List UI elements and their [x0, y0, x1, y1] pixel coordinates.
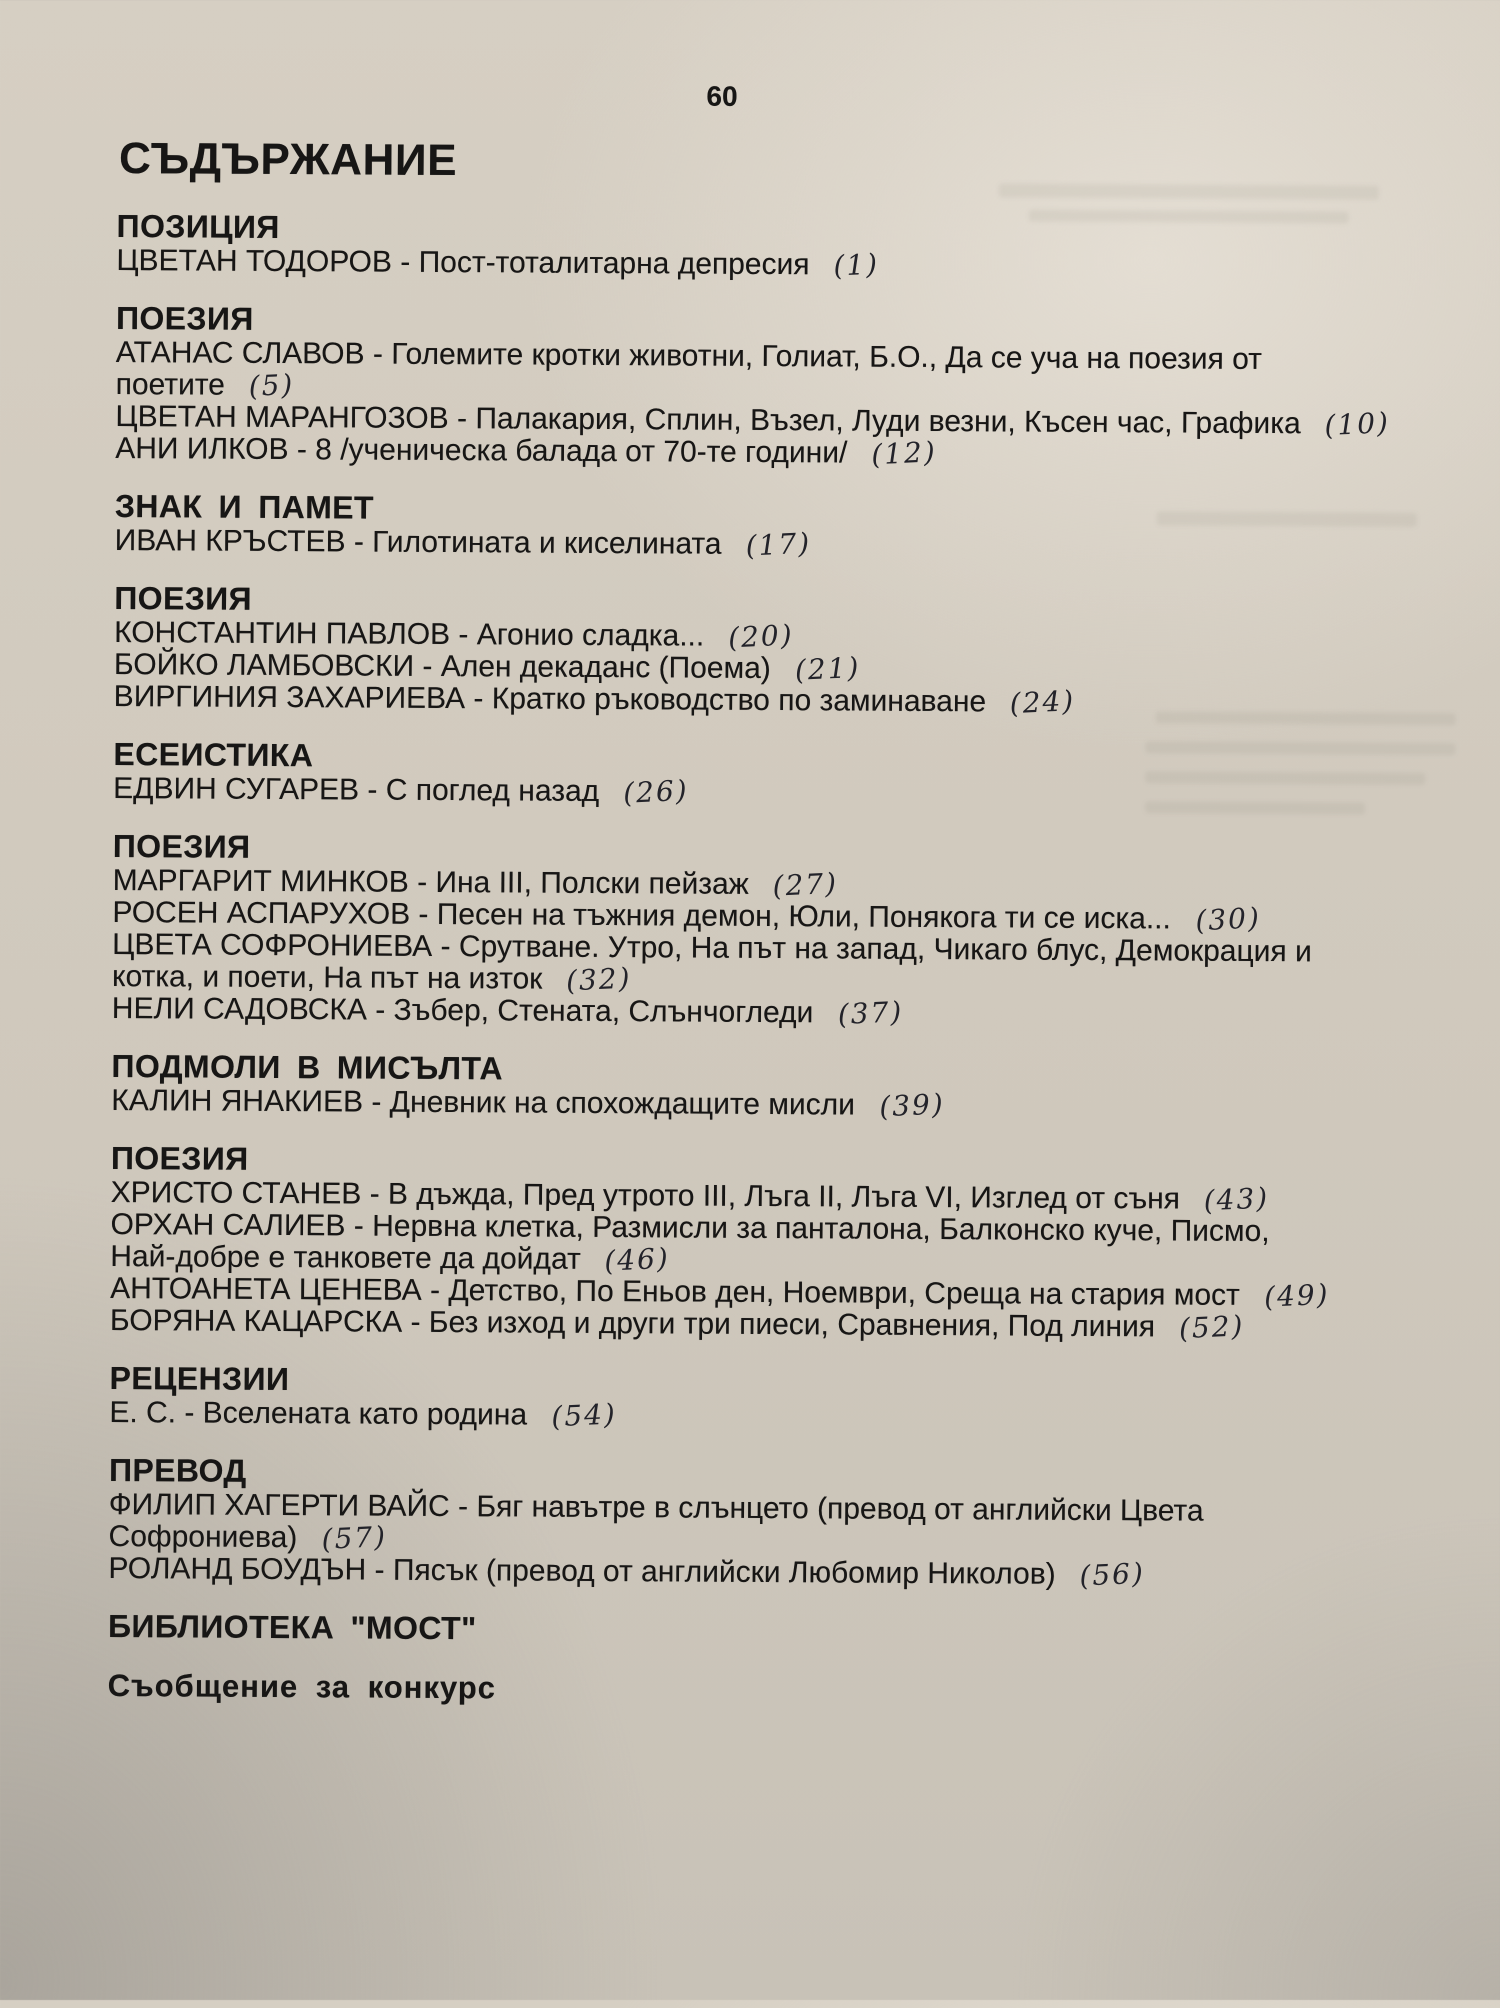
toc-section — [109, 1359, 1449, 1437]
entry-author: ЦВЕТА СОФРОНИЕВА — [112, 927, 433, 963]
handwritten-page-number: (5) — [248, 367, 296, 403]
toc-entry — [109, 1489, 1449, 1561]
handwritten-page-number: (27) — [772, 866, 839, 903]
entry-title: - Нервна клетка, Размисли за панталона, Балконско куче, Писмо, — [353, 1209, 1270, 1249]
toc-entry — [113, 773, 1453, 813]
entry-title-continued: Софрониева) — [108, 1519, 298, 1555]
handwritten-page-number: (20) — [727, 618, 795, 655]
entry-title: - Ина III, Полски пейзаж — [417, 865, 749, 901]
entry-title: - Ален декаданс (Поема) — [422, 649, 771, 686]
handwritten-page-number: (57) — [320, 1519, 388, 1556]
entry-author: АНТОАНЕТА ЦЕНЕВА — [110, 1271, 422, 1307]
entry-line — [111, 1085, 1451, 1125]
page-title: СЪДЪРЖАНИЕ — [118, 134, 458, 186]
entry-line — [112, 993, 1452, 1033]
entry-title: - Агонио сладка... — [458, 618, 705, 653]
entry-title: - Бяг навътре в слънцето (превод от английски Цвета — [457, 1490, 1204, 1528]
entry-author: РОЛАНД БОУДЪН — [108, 1551, 367, 1587]
handwritten-page-number: (1) — [832, 247, 880, 283]
entry-author: ФИЛИП ХАГЕРТИ ВАЙС — [108, 1487, 450, 1524]
entry-line — [108, 1553, 1448, 1593]
toc-section — [116, 207, 1456, 285]
toc-entry — [112, 929, 1452, 1001]
entry-title: - Кратко ръководство по заминаване — [473, 682, 987, 719]
entry-author: АТАНАС СЛАВОВ — [115, 335, 365, 371]
entry-author: ЦВЕТАН МАРАНГОЗОВ — [115, 399, 449, 436]
section-heading: ЗНАК И ПАМЕТ — [114, 487, 375, 526]
entry-title: - Зъбер, Стената, Слънчогледи — [375, 993, 814, 1030]
entry-author: ОРХАН САЛИЕВ — [110, 1207, 346, 1243]
toc-entry — [116, 337, 1456, 409]
toc-entry — [115, 525, 1455, 565]
entry-title: - Пост-тоталитарна депресия — [400, 245, 810, 282]
entry-author: Е. С. — [109, 1395, 177, 1430]
entry-author: БОРЯНА КАЦАРСКА — [109, 1303, 403, 1339]
entry-title: - Големите кротки животни, Голиат, Б.О., Да се уча на поезия от — [372, 337, 1263, 376]
entry-title: - Пясък (превод от английски Любомир Николов) — [374, 1553, 1056, 1591]
toc-section — [115, 299, 1456, 473]
toc-section — [115, 487, 1455, 565]
section-heading: ПОЕЗИЯ — [112, 827, 251, 865]
handwritten-page-number: (21) — [794, 650, 862, 687]
handwritten-page-number: (56) — [1078, 1556, 1146, 1593]
entry-author: ХРИСТО СТАНЕВ — [110, 1175, 362, 1211]
entry-line — [115, 525, 1455, 565]
section-heading: РЕЦЕНЗИИ — [109, 1359, 290, 1398]
toc-entry — [109, 1397, 1449, 1437]
entry-author: МАРГАРИТ МИНКОВ — [112, 863, 409, 899]
entry-title: - Без изход и други три пиеси, Сравнения, Под линия — [410, 1305, 1156, 1344]
handwritten-page-number: (10) — [1323, 406, 1391, 443]
entry-title: - Гилотината и киселината — [353, 525, 722, 561]
entry-title: - В дъжда, Пред утрото III, Лъга II, Лъга VI, Изглед от съня — [369, 1177, 1181, 1216]
entry-title-continued: котка, и поети, На път на изток — [111, 959, 543, 996]
entry-author: ВИРГИНИЯ ЗАХАРИЕВА — [113, 679, 466, 716]
entry-title: - Детство, По Еньов ден, Ноември, Среща на стария мост — [429, 1273, 1240, 1312]
entry-title: - Дневник на спохождащите мисли — [371, 1085, 856, 1122]
entry-title-continued: поетите — [115, 367, 225, 402]
toc-section — [110, 1139, 1451, 1345]
toc-entry — [114, 681, 1454, 721]
entry-title: - С поглед назад — [367, 773, 600, 808]
toc-entry — [110, 1209, 1450, 1281]
entry-line — [113, 773, 1453, 813]
handwritten-page-number: (24) — [1009, 684, 1077, 721]
contest-notice: Съобщение за конкурс — [107, 1667, 497, 1706]
handwritten-page-number: (37) — [836, 995, 904, 1032]
entry-title-continued: Най-добре е танковете да дойдат — [110, 1239, 581, 1276]
toc-entry — [112, 993, 1452, 1033]
section-heading: ПРЕВОД — [108, 1451, 247, 1489]
section-heading: ПОЕЗИЯ — [114, 579, 253, 617]
entry-author: НЕЛИ САДОВСКА — [111, 991, 368, 1027]
show-through-ghost — [999, 183, 1379, 199]
toc-entry — [108, 1553, 1448, 1593]
entry-author: АНИ ИЛКОВ — [115, 431, 289, 467]
page-number: 60 — [706, 80, 738, 112]
entry-title: - Палакария, Сплин, Възел, Луди везни, Късен час, Графика — [456, 402, 1301, 441]
section-heading: БИБЛИОТЕКА "МОСТ" — [107, 1607, 477, 1647]
handwritten-page-number: (30) — [1194, 901, 1262, 938]
toc-entry — [116, 245, 1456, 285]
handwritten-page-number: (32) — [565, 961, 633, 998]
entry-author: ЦВЕТАН ТОДОРОВ — [116, 243, 393, 279]
toc-section — [108, 1607, 1448, 1653]
toc-section — [112, 827, 1453, 1033]
handwritten-page-number: (43) — [1203, 1181, 1271, 1218]
entry-title: - Срутване. Утро, На път на запад, Чикаго блус, Демокрация и — [440, 929, 1312, 969]
toc-section — [108, 1451, 1449, 1593]
entry-line — [116, 245, 1456, 285]
entry-author: РОСЕН АСПАРУХОВ — [112, 895, 411, 931]
entry-author: КОНСТАНТИН ПАВЛОВ — [114, 615, 451, 652]
section-heading: ЕСЕИСТИКА — [113, 735, 314, 774]
toc-entry — [111, 1085, 1451, 1125]
table-of-contents — [108, 207, 1457, 1713]
section-heading: ПОДМОЛИ В МИСЪЛТА — [111, 1047, 504, 1087]
entry-title: - Песен на тъжния демон, Юли, Понякога ти се иска... — [418, 897, 1172, 936]
entry-author: КАЛИН ЯНАКИЕВ — [111, 1083, 364, 1119]
entry-title: - Вселената като родина — [184, 1396, 528, 1432]
handwritten-page-number: (52) — [1178, 1309, 1246, 1346]
section-heading: ПОЕЗИЯ — [110, 1139, 249, 1177]
entry-author: ИВАН КРЪСТЕВ — [114, 523, 346, 559]
entry-line — [114, 681, 1454, 721]
toc-section — [113, 735, 1453, 813]
handwritten-page-number: (46) — [604, 1241, 671, 1278]
entry-line — [109, 1397, 1449, 1437]
handwritten-page-number: (39) — [878, 1087, 946, 1124]
handwritten-page-number: (49) — [1263, 1277, 1331, 1314]
entry-author: БОЙКО ЛАМБОВСКИ — [113, 647, 415, 683]
handwritten-page-number: (12) — [870, 435, 938, 472]
handwritten-page-number: (26) — [622, 773, 690, 810]
toc-section — [114, 579, 1455, 721]
handwritten-page-number: (17) — [744, 526, 812, 563]
handwritten-page-number: (54) — [550, 1397, 618, 1434]
section-heading: ПОЗИЦИЯ — [116, 207, 280, 245]
entry-title: - 8 /ученическа балада от 70-те години/ — [296, 433, 848, 470]
section-heading: ПОЕЗИЯ — [115, 299, 254, 337]
entry-author: ЕДВИН СУГАРЕВ — [113, 771, 360, 807]
toc-section — [111, 1047, 1451, 1125]
